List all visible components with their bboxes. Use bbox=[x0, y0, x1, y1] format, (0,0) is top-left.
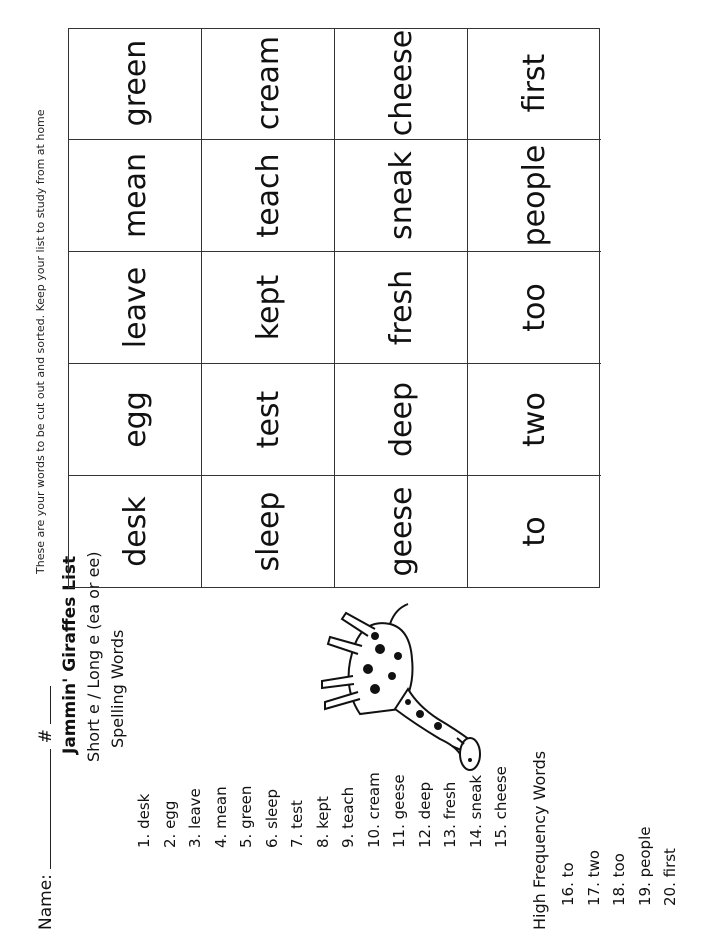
word-card-row bbox=[468, 29, 601, 587]
word-card[interactable] bbox=[202, 251, 334, 363]
high-frequency-list bbox=[556, 827, 684, 906]
high-frequency-word-item: 19. people bbox=[635, 826, 654, 906]
word-card[interactable] bbox=[335, 363, 467, 475]
word-card-text: desk bbox=[117, 496, 153, 567]
word-card-text: egg bbox=[117, 391, 153, 448]
word-card-text: to bbox=[517, 516, 552, 547]
spelling-word-item: 15. cheese bbox=[492, 766, 510, 848]
word-card-text: too bbox=[517, 283, 552, 332]
word-card[interactable] bbox=[335, 475, 467, 587]
spelling-word-item: 9. teach bbox=[339, 786, 357, 848]
word-card[interactable] bbox=[202, 139, 334, 251]
word-card-text: deep bbox=[383, 382, 419, 457]
name-line bbox=[36, 686, 56, 930]
word-card[interactable] bbox=[69, 139, 201, 251]
spelling-word-item: 13. fresh bbox=[441, 781, 459, 848]
word-card[interactable] bbox=[335, 251, 467, 363]
word-card-text: two bbox=[517, 392, 552, 447]
number-label: # bbox=[36, 729, 56, 744]
word-card-text: sleep bbox=[250, 491, 286, 572]
word-card-text: first bbox=[517, 53, 552, 113]
spelling-heading: Spelling Words bbox=[108, 629, 127, 748]
high-frequency-heading: High Frequency Words bbox=[530, 750, 549, 930]
word-card-row bbox=[335, 29, 468, 587]
word-card[interactable] bbox=[202, 475, 334, 587]
word-card[interactable] bbox=[69, 363, 201, 475]
word-card-text: leave bbox=[117, 266, 153, 349]
spelling-word-item: 7. test bbox=[288, 800, 306, 848]
word-card-text: mean bbox=[117, 152, 153, 239]
word-card-text: kept bbox=[250, 274, 286, 341]
word-card[interactable] bbox=[202, 27, 334, 139]
spelling-word-item: 4. mean bbox=[211, 786, 230, 848]
giraffe-illustration bbox=[320, 594, 495, 784]
high-frequency-word-item: 16. to bbox=[559, 862, 577, 906]
name-blank[interactable] bbox=[36, 749, 51, 869]
word-card[interactable] bbox=[69, 251, 201, 363]
word-card-text: fresh bbox=[383, 269, 419, 346]
spelling-word-item: 8. kept bbox=[313, 796, 332, 848]
spelling-word-item: 10. cream bbox=[364, 772, 383, 848]
word-card-text: cream bbox=[250, 35, 286, 131]
number-blank[interactable] bbox=[36, 686, 51, 724]
word-card[interactable] bbox=[202, 363, 334, 475]
word-card-text: test bbox=[250, 390, 286, 449]
word-card[interactable] bbox=[468, 27, 601, 139]
word-card-text: cheese bbox=[383, 29, 419, 137]
word-card[interactable] bbox=[468, 475, 601, 587]
word-card-text: green bbox=[117, 39, 153, 127]
spelling-word-item: 1. desk bbox=[135, 793, 153, 848]
word-card[interactable] bbox=[69, 475, 201, 587]
word-card-text: sneak bbox=[383, 151, 419, 240]
list-title: Jammin' Giraffes List bbox=[60, 555, 80, 754]
high-frequency-word-item: 17. two bbox=[584, 850, 603, 906]
cut-out-note: These are your words to be cut out and sorted. Keep your list to study from at home bbox=[34, 109, 47, 574]
word-card-row bbox=[69, 29, 202, 587]
word-card[interactable] bbox=[69, 27, 201, 139]
spelling-word-item: 14. sneak bbox=[466, 774, 485, 848]
spelling-word-item: 3. leave bbox=[186, 788, 204, 848]
word-card[interactable] bbox=[468, 139, 601, 251]
word-card-grid bbox=[68, 28, 600, 588]
list-subtitle: Short e / Long e (ea or ee) bbox=[84, 551, 103, 762]
spelling-word-item: 6. sleep bbox=[262, 788, 281, 848]
word-card-row bbox=[202, 29, 335, 587]
word-card[interactable] bbox=[468, 251, 601, 363]
word-card-text: people bbox=[517, 144, 552, 247]
word-card[interactable] bbox=[468, 363, 601, 475]
spelling-word-item: 12. deep bbox=[415, 781, 434, 848]
word-card[interactable] bbox=[335, 139, 467, 251]
spelling-word-item: 2. egg bbox=[160, 800, 179, 848]
high-frequency-word-item: 20. first bbox=[661, 848, 679, 906]
word-card-text: geese bbox=[383, 486, 419, 577]
name-label: Name: bbox=[36, 874, 56, 930]
spelling-word-item: 5. green bbox=[237, 785, 255, 848]
word-card-text: teach bbox=[250, 153, 286, 238]
high-frequency-word-item: 18. too bbox=[610, 853, 628, 906]
spelling-word-item: 11. geese bbox=[390, 774, 408, 848]
word-card[interactable] bbox=[335, 27, 467, 139]
